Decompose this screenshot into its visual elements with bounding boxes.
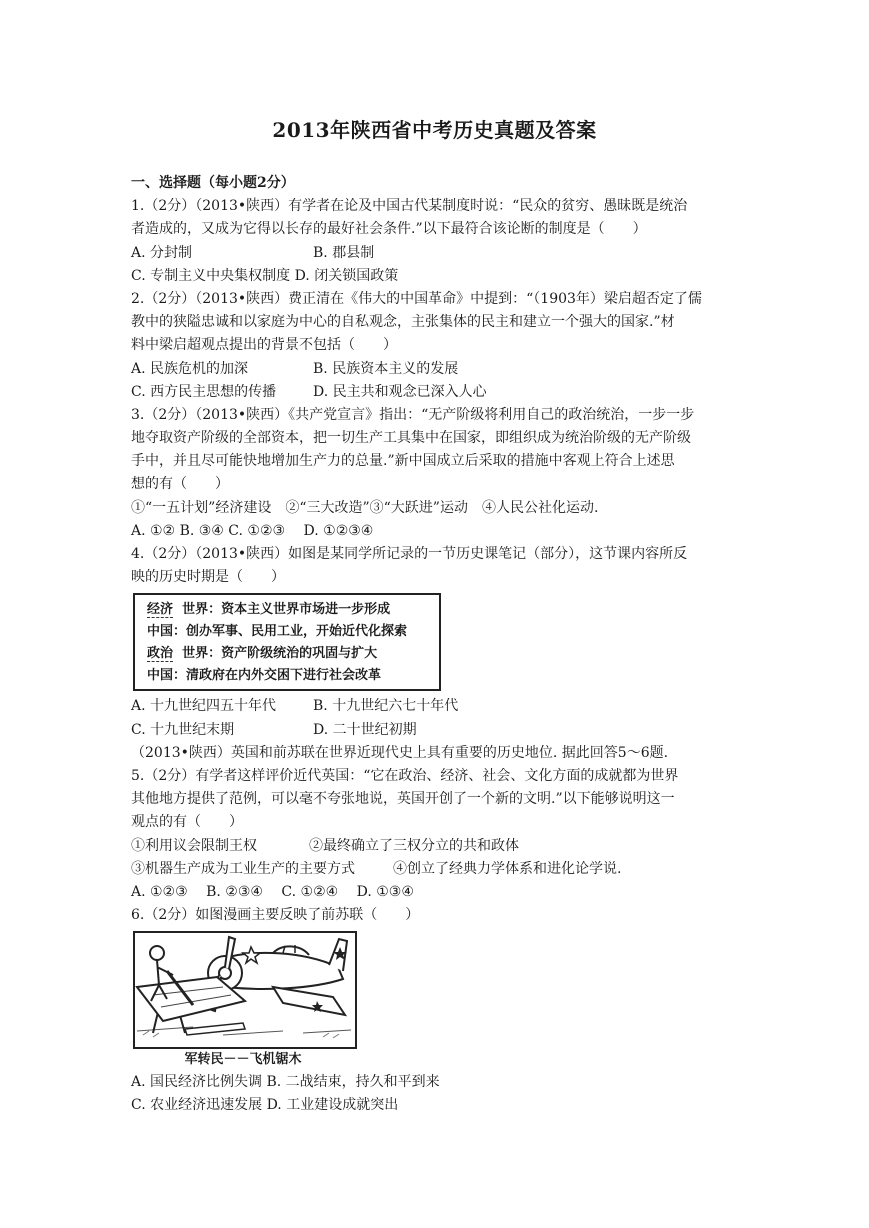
- note-line-2: 中国：创办军事、民用工业，开始近代化探索: [147, 624, 408, 640]
- note-line-3: [147, 643, 439, 665]
- question-5-stem: 观点的有（ ）: [131, 814, 243, 831]
- option-d: D. 工业建设成就突出: [266, 1097, 399, 1114]
- question-4-options-row2: [131, 719, 741, 742]
- question-2-options-row2: [131, 381, 741, 404]
- option-b: B. 郡县制: [313, 244, 375, 261]
- question-3-stem: 3.（2分）（2013•陕西）《共产党宣言》指出：“无产阶级将利用自己的政治统治，一步一步: [131, 406, 695, 423]
- class-notes-figure: [133, 593, 441, 691]
- note-line-1: [147, 599, 439, 621]
- question-2-stem: 料中梁启超观点提出的背景不包括（ ）: [131, 337, 397, 354]
- option-c: C. 十九世纪末期: [131, 721, 235, 738]
- question-5-items-row2: [131, 858, 741, 881]
- question-6-options-row2: [131, 1094, 741, 1117]
- option-b: B. 二战结束，持久和平到来: [266, 1074, 440, 1091]
- option-a: A. 十九世纪四五十年代: [131, 698, 277, 715]
- question-5: [131, 765, 741, 904]
- option-c: C. 农业经济迅速发展: [131, 1097, 263, 1114]
- section-header: 一、选择题（每小题2分）: [131, 175, 295, 191]
- question-4-stem: 映的历史时期是（ ）: [131, 569, 285, 586]
- option-a: A. 分封制: [131, 244, 193, 261]
- note-text: 世界：资产阶级统治的巩固与扩大: [182, 646, 378, 662]
- option-c: C. 西方民主思想的传播: [131, 383, 277, 400]
- question-1: [131, 195, 741, 288]
- question-6-options-row1: [131, 1071, 741, 1094]
- option-a: A. 国民经济比例失调: [131, 1074, 263, 1091]
- question-3-items: ①“一五计划”经济建设 ②“三大改造”③“大跃进”运动 ④人民公社化运动.: [131, 499, 599, 516]
- question-1-stem: 1.（2分）（2013•陕西）有学者在论及中国古代某制度时说：“民众的贫穷、愚昧既是统治: [131, 198, 688, 215]
- question-1-options-row1: [131, 242, 741, 265]
- question-2-stem: 教中的狭隘忠诚和以家庭为中心的自私观念，主张集体的民主和建立一个强大的国家.”材: [131, 314, 675, 331]
- question-3-stem: 地夺取资产阶级的全部资本，把一切生产工具集中在国家，即组织成为统治阶级的无产阶级: [131, 430, 691, 447]
- question-6: [131, 904, 741, 1118]
- note-label-economy: 经济: [147, 602, 174, 618]
- question-3: [131, 404, 741, 543]
- question-4-options-row1: [131, 695, 741, 718]
- option-b: B. 民族资本主义的发展: [313, 360, 459, 377]
- cartoon-caption: 军转民－－飞机锯木: [184, 1052, 302, 1068]
- question-3-options: A. ①② B. ③④ C. ①②③ D. ①②③④: [131, 522, 374, 539]
- item-2: ②最终确立了三权分立的共和政体: [309, 837, 519, 854]
- question-2-stem: 2.（2分）（2013•陕西）费正清在《伟大的中国革命》中提到：“（1903年）梁启超否定了儒: [131, 290, 702, 307]
- option-d: D. 闭关锁国政策: [294, 267, 399, 284]
- item-1: ①利用议会限制王权: [131, 837, 257, 854]
- item-3: ③机器生产成为工业生产的主要方式: [131, 860, 355, 877]
- option-d: D. 民主共和观念已深入人心: [313, 383, 487, 400]
- option-b: B. 十九世纪六七十年代: [313, 698, 459, 715]
- option-c: C. 专制主义中央集权制度: [131, 267, 291, 284]
- intro-questions-5-6: （2013•陕西）英国和前苏联在世界近现代史上具有重要的历史地位. 据此回答5～6题.: [131, 744, 669, 761]
- question-5-options: A. ①②③ B. ②③④ C. ①②④ D. ①③④: [131, 883, 414, 900]
- question-5-stem: 其他地方提供了范例，可以毫不夸张地说，英国开创了一个新的文明.”以下能够说明这一: [131, 791, 675, 808]
- question-3-stem: 手中，并且尽可能快地增加生产力的总量.”新中国成立后采取的措施中客观上符合上述思: [131, 453, 675, 470]
- question-1-stem: 者造成的，又成为它得以长存的最好社会条件.”以下最符合该论断的制度是（ ）: [131, 221, 647, 238]
- note-text: 世界：资本主义世界市场进一步形成: [182, 602, 391, 618]
- question-2-options-row1: [131, 358, 741, 381]
- note-line-4: 中国：清政府在内外交困下进行社会改革: [147, 668, 382, 684]
- question-list: [131, 172, 741, 1118]
- question-2: [131, 288, 741, 404]
- page-title: 2013年陕西省中考历史真题及答案: [272, 118, 597, 142]
- question-1-options-row2: [131, 265, 741, 288]
- question-5-items-row1: [131, 835, 741, 858]
- question-3-stem: 想的有（ ）: [131, 476, 229, 493]
- option-a: A. 民族危机的加深: [131, 360, 249, 377]
- cartoon-figure: [133, 931, 357, 1049]
- airplane-sawing-cartoon: [133, 931, 357, 1049]
- question-6-stem: 6.（2分）如图漫画主要反映了前苏联（ ）: [131, 907, 420, 924]
- item-4: ④创立了经典力学体系和进化论学说.: [393, 860, 622, 877]
- question-5-stem: 5.（2分）有学者这样评价近代英国：“它在政治、经济、社会、文化方面的成就都为世界: [131, 767, 679, 784]
- note-label-politics: 政治: [147, 646, 174, 662]
- option-d: D. 二十世纪初期: [313, 721, 417, 738]
- question-4: [131, 543, 741, 742]
- question-4-stem: 4.（2分）（2013•陕西）如图是某同学所记录的一节历史课笔记（部分），这节课内容所反: [131, 546, 688, 562]
